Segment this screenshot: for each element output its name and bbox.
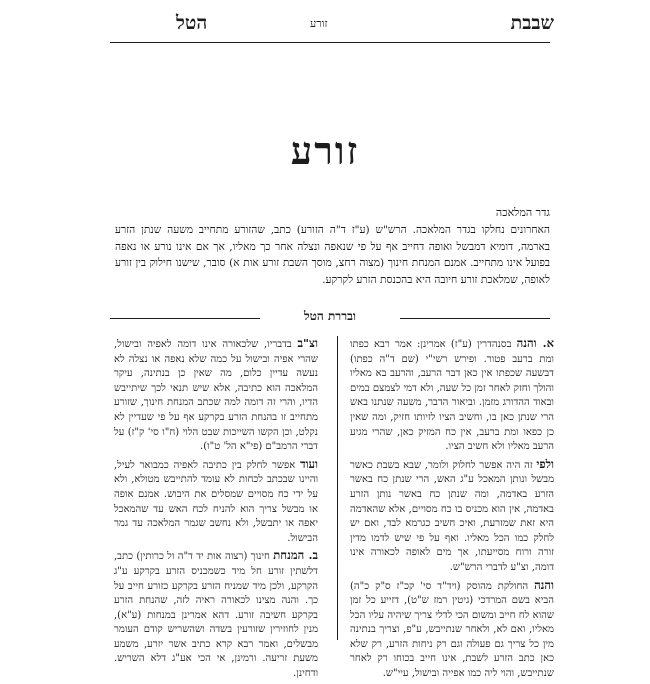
paragraph-body: חינוך (רצוה אות יד ד"ה ול כרותין) כתב, דלשתין זורע חל מיד כשמכניס הזרע בקרקע ע"ג הקרקע, ולכן מיד שמניח הזרע בקרקע כזורע חייב על כך. והנה מצינו לכאורה ראיה לזה, שהנחת הזרע בקרקע חשיבה זורע. דהא אמרינן במנחות (ע"א), מנין לחוזירין שזורעין בשדה ושהשריש קודם העומר מבשלים, ואמר רבא קרא כתיב אשר יזרע, משמע משעת זריעה. ורמינן, אי הכי אע"ג דלא השריש. ודחינן. — [114, 551, 318, 680]
intro-paragraph: האחרונים נחלקו בגדר המלאכה. הרש"ש (ע"ז ד"ה הזורע) כתב, שהזורע מתחייב משעה שנתן הזרע בארמה, דומיא דמבשל ואופה דחייב אף על פי שנאפה ונצלה אחר כך מאליו, אך אם אינו נורע או נאפה בפועל אינו מתחייב. אמנם המנחת חינוך (מצוה רחצ, מוסך השבת זורע אות א) סובר, שישנו חילוק בין זורע לאופה, שמלאכת זורע חיובה היא בהכנסת הזרע לקרקע. — [115, 224, 550, 286]
header-section-title: הטל — [176, 12, 208, 34]
paragraph — [350, 457, 554, 576]
right-column — [350, 336, 554, 684]
paragraph-lead: והנה — [534, 577, 554, 592]
header-rule — [110, 42, 550, 43]
paragraph — [114, 457, 318, 547]
paragraph-body: זה היה אפשר לחלוק ולומר, שבא בשבת כאשר מבשל ונותן המאכל ע"ג האש, הרי שנתן כח באשר הזרע באדמה, ומה שנתן כח באשר נותן הזרע באדמה, אין הוא מכניס בו כח מסויים, אלא שהאדמה היא זאת שמזרעת, ואיכ חשיב כגרמא לבד, ואם יש לחלק כמו הכל מאליו. ואף על פי שיש לדמו מדין זורה ורוח מסייעתו, אך מים לאופה לכאורה אינו דומה, וצ"ע לדברי הרש"ש. — [350, 459, 554, 573]
paragraph-lead: ב. המנחת — [273, 548, 318, 563]
divider-line-left — [110, 318, 260, 319]
paragraph — [350, 336, 554, 455]
paragraph-lead: ועוד — [300, 456, 318, 471]
intro-text — [115, 222, 550, 288]
section-divider — [110, 309, 550, 329]
header-book-title: שבבת — [510, 12, 554, 34]
paragraph-body: אפשר לחלק בין כתיבה לאפיה כמבואר לעיל, והיינו שבכתב לכחות לא עומד להתייבש מטולא, ולא על ידי כח מסויים שמסלים את היבוש. אמנם אופה או מבשל צריך הוא להניח לכח האש עד שהמאכל יאפה או יתבשל, ולא נחשב שגמר המלאכה עד גמר הבישול. — [114, 459, 318, 544]
header-chapter-name: זורע — [310, 17, 328, 30]
paragraph — [114, 336, 318, 455]
paragraph-lead: וצ"ב — [297, 336, 318, 350]
section-heading: גדר המלאכה — [495, 206, 550, 219]
divider-line-right — [400, 318, 550, 319]
paragraph-body: החולקת מהוסק (ויד"ד סי' קכ"ז ס"ק כ"ה) הביא בשם המרדכי (גיטין רמז ש"ט), דזייע כל זמן שהוא לח חייב ומשום הכי לדלי צריך שיהיה עליו הכל מאליו, ואם לא, ולאחר שנתייבש, ע"פ, וצריך בנתינה מין כל צריך גם פעולה וגם רק ניחות הזרע, רק שלא כאן כתב הזרע לשבת, אינו חייב בכוחו רק לאחר שנתייבש, והוי ליה כמו אפייה ובישול, עיי"ש. — [350, 580, 554, 680]
paragraph-lead: א. והנה — [516, 336, 554, 350]
left-column — [114, 336, 318, 684]
paragraph-body: בדבריו, שלכאורה אינו דומה לאפיה ובישול, שהרי אפיה ובישול על כמה שלא נאפה או נצלה לא נעשה עדיין כלום, מה שאין כן בנתינה, עיקר המלאכה הוא כתיבה, אלא שיש תנאי לכך שיתייבש הדיו, והרי זה דומה למה שכתב המנחת חינוך, שזורע מתחייב זו בהנחת הזרע בקרקע אף על פי שעדיין לא נקלט, וכן הקשו השייכות שבט הלוי (ח"ו סי' ק"ז) על דברי הרמב"ם (פי"א הל' ט"ו). — [114, 339, 318, 453]
chapter-title: זורע — [290, 128, 360, 173]
divider-label: ובררת הטל — [265, 309, 395, 324]
paragraph-body: בסנהדרין (ע"ז) אמרינן: אמר רבא כפתו ומת ברעב פטור. ופירש רשי"י (שם ד"ה כפתו) דבשעה שכפתו אין כאן דבר הרעב, והרעב בא מאליו והולך וחזק לאחר זמן כל שעה, ולא דמי לצמצם במים ובאוד ההדורג מזמן. וביאור הדבר, משעה שנתנו באש הרי שנתן כאן בו, וחשיב הציו לזיותו חזיק, ומה שאין כן כפאו ומת ברעב, אין כח המזיק כאן, שהרי מגיע הרעב מאליו ולא חשיב הציו. — [350, 339, 554, 453]
paragraph — [114, 548, 318, 681]
column-separator — [337, 336, 338, 640]
paragraph — [350, 578, 554, 682]
paragraph-lead: ולפי — [536, 456, 554, 471]
